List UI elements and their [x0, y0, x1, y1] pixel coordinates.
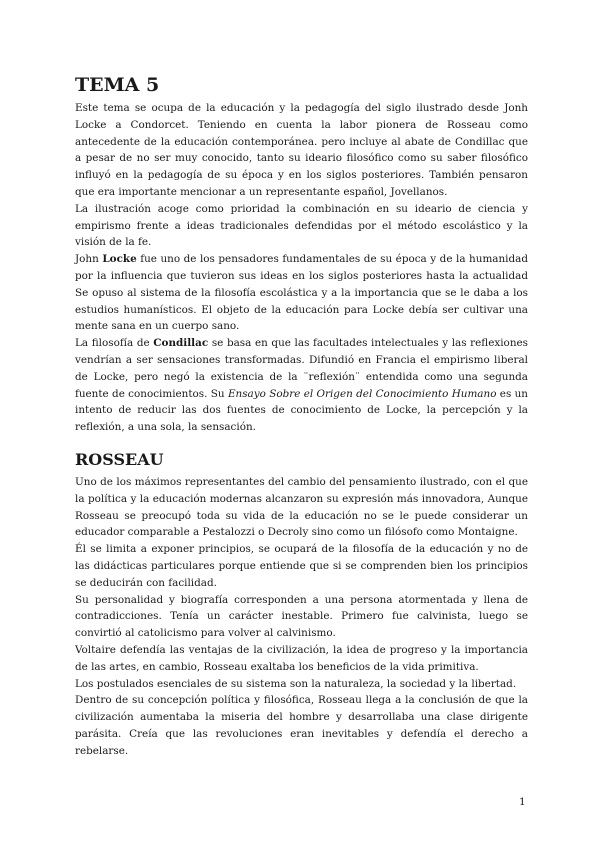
- paragraph-locke: [75, 251, 528, 335]
- paragraph-rosseau-4: Voltaire defendía las ventajas de la civilización, la idea de progreso y la importancia de las artes, en cambio, Rosseau exaltaba los beneficios de la vida primitiva.: [75, 643, 528, 673]
- paragraph-rosseau-2: Él se limita a exponer principios, se ocupará de la filosofía de la educación y no de las didácticas particulares porque entiende que si se comprenden bien los principios se deducirán con facilidad.: [75, 543, 528, 589]
- paragraph-rosseau-5: Los postulados esenciales de su sistema son la naturaleza, la sociedad y la libertad.: [75, 677, 517, 690]
- paragraph-rosseau-3: Su personalidad y biografía corresponden a una persona atormentada y llena de contradicciones. Tenía un carácter inestable. Primero fue calvinista, luego se convirtió al catolicismo para volver al calvinismo.: [75, 593, 528, 640]
- book-title: Ensayo Sobre el Origen del Conocimiento Humano: [227, 387, 497, 400]
- paragraph-condillac: [75, 335, 528, 436]
- locke-text-b: fue uno de los pensadores fundamentales de su época y de la humanidad por la influencia que tuvieron sus ideas en los siglos posteriores hasta la actualidad Se opuso al sistema de la filosofía escolástica y a la importancia que se le daba a los estudios humanísticos. El objeto de la educación para Locke debía ser cultivar una mente sana en un cuerpo sano.: [75, 253, 529, 333]
- section-heading-rosseau: ROSSEAU: [75, 449, 164, 469]
- condillac-name: Condillac: [153, 337, 209, 350]
- locke-text-a: John: [75, 253, 103, 266]
- paragraph-intro: Este tema se ocupa de la educación y la pedagogía del siglo ilustrado desde Jonh Locke a Condorcet. Teniendo en cuenta la labor pionera de Rosseau como antecedente de la educación contemporánea. pero incluye al abate de Condillac que a pesar de no ser muy conocido, tanto su ideario filosófico como su saber filosófico influyó en la pedagogía de su época y en los siglos posteriores. También pensaron que era importante mencionar a un representante español, Jovellanos.: [75, 102, 528, 198]
- condillac-text-b: se basa en que las facultades intelectuales y las reflexiones vendrían a ser sensaciones transformadas. Difundió en Francia el empirismo liberal de Locke, pero negó la existencia de la ¨reflexión¨ entendida como una segunda fuente de conocimientos. Su: [75, 337, 528, 400]
- document-page: [75, 74, 528, 759]
- paragraph-rosseau-6: Dentro de su concepción política y filosófica, Rosseau llega a la conclusión de que la civilización aumentaba la miseria del hombre y desarrollaba una clase dirigente parásita. Creía que las revoluciones eran inevitables y defendía el derecho a rebelarse.: [75, 694, 528, 757]
- paragraph-ilustracion: La ilustración acoge como prioridad la combinación en su ideario de ciencia y empirismo frente a ideas tradicionales defendidas por el método escolástico y la visión de la fe.: [75, 202, 528, 249]
- page-number: 1: [519, 796, 526, 808]
- condillac-text-a: La filosofía de: [75, 337, 154, 350]
- page-title: TEMA 5: [75, 74, 160, 96]
- locke-name: Locke: [102, 253, 137, 266]
- paragraph-rosseau-1: Uno de los máximos representantes del cambio del pensamiento ilustrado, con el que la política y la educación modernas alcanzaron su expresión más innovadora, Aunque Rosseau se preocupó toda su vida de la educación no se le puede considerar un educador comparable a Pestalozzi o Decroly sino como un filósofo como Montaigne.: [75, 475, 528, 539]
- condillac-text-c: es un intento de reducir las dos fuentes de conocimiento de Locke, la percepción y la reflexión, a una sola, la sensación.: [75, 387, 528, 434]
